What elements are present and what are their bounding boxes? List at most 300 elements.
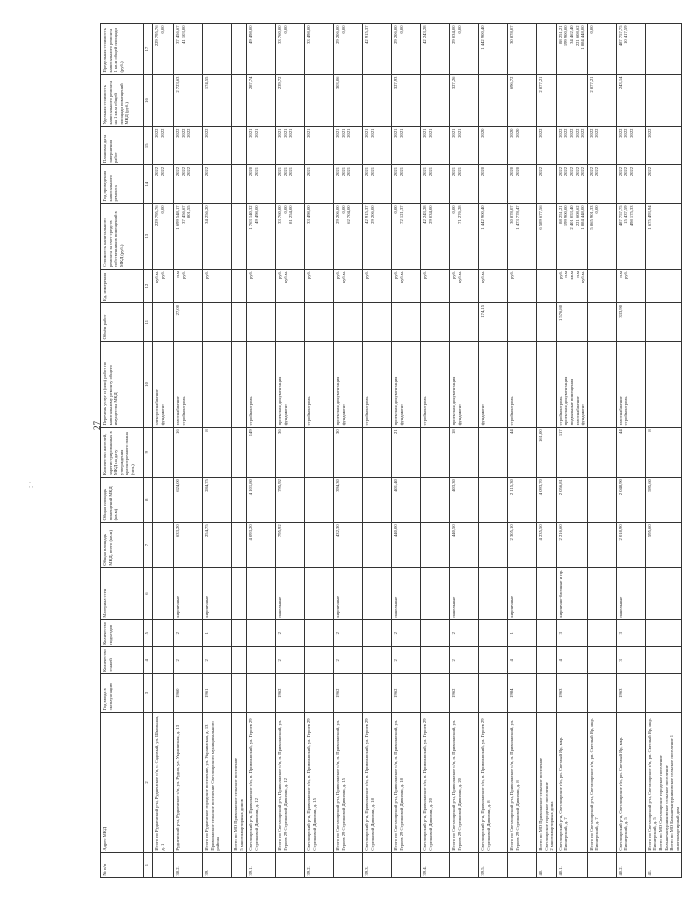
table-cell: 795,92 — [276, 477, 305, 522]
column-number: 14 — [144, 165, 153, 203]
table-cell: 29 034,00 0,00 — [450, 24, 479, 75]
table-cell — [645, 647, 682, 674]
table-cell — [450, 853, 479, 878]
table-cell — [305, 522, 334, 567]
column-header: Общая площадь помещений МКД (кв.м) — [101, 477, 144, 522]
table-cell: 30 — [334, 427, 363, 477]
table-cell: 29 206,00 0,00 — [392, 24, 421, 75]
column-header: Материал стен — [101, 568, 144, 620]
table-cell — [363, 647, 392, 674]
table-cell — [153, 477, 174, 522]
column-number: 12 — [144, 269, 153, 303]
table-cell — [479, 620, 508, 647]
table-cell: Светлоярский р-н, Приволжское с/п, п. Приволжский, ул. Героев 29 Стрелковой Дивизии, д. 18 — [363, 712, 392, 852]
table-cell: 2021 2021 2021 — [334, 165, 363, 203]
column-number: 10 — [144, 341, 153, 427]
table-cell: 2 — [276, 647, 305, 674]
table-cell — [556, 75, 587, 127]
table-cell: Итого по Светлоярский р-н, Светлоярское г/п, рп. Светлый Яр, мкр. Пионерский, д. 7 — [587, 712, 616, 852]
table-cell: 27,00 — [174, 303, 203, 341]
column-header: Год ввода в эксплуатацию — [101, 674, 144, 712]
table-cell — [305, 75, 334, 127]
table-cell — [479, 647, 508, 674]
table-cell: 2 — [174, 647, 203, 674]
table-cell: стройконтроль — [305, 341, 334, 427]
column-number: 3 — [144, 674, 153, 712]
table-cell — [645, 341, 682, 427]
table-cell: 2020 2020 — [508, 127, 537, 165]
table-cell: 1963 — [616, 674, 645, 712]
table-cell: 6 589 677,56 — [537, 203, 557, 269]
table-cell: 2022 — [203, 165, 232, 203]
column-header: Количество подъездов — [101, 620, 144, 647]
table-cell: руб. куб.м. — [334, 269, 363, 303]
table-cell: 33 760,00 0,00 — [276, 24, 305, 75]
table-cell — [363, 303, 392, 341]
column-number: 13 — [144, 203, 153, 269]
table-cell — [232, 522, 247, 567]
table-cell: Итого по Рудненский р-н, Рудненское с/п, с. Садовый, ул. Школьная, д. 1 — [153, 712, 174, 852]
table-cell: Итого по Светлоярский р-н, Приволжское с/п, п. Приволжский, ул. Героев 29 Стрелковой Дивизии, д. 20 — [450, 712, 479, 852]
table-cell: 2022 2022 2022 — [174, 165, 203, 203]
table-row — [479, 24, 508, 878]
table-cell — [363, 75, 392, 127]
table-cell — [587, 341, 616, 427]
table-cell: 1962 — [334, 674, 363, 712]
table-cell — [508, 303, 537, 341]
table-cell — [587, 853, 616, 878]
table-row — [508, 24, 537, 878]
table-cell: руб. — [247, 269, 276, 303]
table-cell: 2021 2021 — [450, 127, 479, 165]
table-cell: 2 877,21 — [537, 75, 557, 127]
table-cell — [363, 620, 392, 647]
table-cell — [334, 853, 363, 878]
table-cell — [587, 269, 616, 303]
column-header: Объём работ — [101, 303, 144, 341]
table-cell — [232, 647, 247, 674]
table-cell: 3 — [616, 620, 645, 647]
table-cell: Итого по Светлоярский р-н, Приволжское с/п, п. Приволжский, ул. Героев 29 Стрелковой Дивизии, д. 8 — [508, 712, 537, 852]
table-cell: руб. — [203, 269, 232, 303]
table-cell: 2021 2021 2021 — [334, 127, 363, 165]
table-cell: 1962 — [392, 674, 421, 712]
table-cell: 3 — [556, 620, 587, 647]
column-number: 1 — [144, 853, 153, 878]
table-cell: 30 878,07 — [508, 24, 537, 75]
table-row — [421, 24, 450, 878]
table-cell — [305, 427, 334, 477]
table-cell — [479, 427, 508, 477]
table-cell — [247, 620, 276, 647]
table-cell: 2021 2021 — [392, 165, 421, 203]
table-cell: 37 456,67 41 103,00 — [174, 24, 203, 75]
table-cell — [232, 853, 247, 878]
table-row — [174, 24, 203, 878]
table-cell: куб.м. руб. — [153, 269, 174, 303]
table-cell: газоснабжение стройконтроль — [616, 341, 645, 427]
table-cell — [232, 303, 247, 341]
column-number: 17 — [144, 24, 153, 75]
table-cell: 38.2. — [174, 853, 203, 878]
table-cell: 2 305,10 — [508, 522, 537, 567]
table-cell: 2020 2020 — [508, 165, 537, 203]
table-cell: проектная документация фундамент — [334, 341, 363, 427]
column-number: 6 — [144, 568, 153, 620]
table-cell: 16 — [174, 427, 203, 477]
table-header-row — [101, 24, 144, 878]
table-cell: Рудненский р-н, Рудненское с/п, ул. Рудня, ул. Украинская, д. 13 — [174, 712, 203, 852]
table-cell — [232, 427, 247, 477]
table-cell — [508, 853, 537, 878]
table-cell: 432,30 — [334, 522, 363, 567]
table-cell: 2 877,21 — [587, 75, 616, 127]
table-cell: 36 — [276, 427, 305, 477]
table-cell: Итого по Светлоярский р-н, Приволжское с/п, п. Приволжский, ул. Героев 29 Стрелковой Дивизии, д. 12 — [276, 712, 305, 852]
table-cell: руб. куб.м. — [276, 269, 305, 303]
table-cell: 487 757,75 15 437,59 498 175,33 — [616, 203, 645, 269]
table-cell — [421, 522, 450, 567]
table-cell: Всего по МО Приволжское сельское поселение Светлоярское городское поселение 2 многоквартирных дома — [537, 712, 557, 852]
column-number: 8 — [144, 477, 153, 522]
table-cell: 1 675 493,94 — [645, 203, 682, 269]
table-cell: Светлоярский р-н, Приволжское с/п, п. Приволжский, ул. Героев 29 Стрелковой Дивизии, д. 20 — [421, 712, 450, 852]
table-cell: 1984 — [508, 674, 537, 712]
table-cell: 2022 2022 — [587, 165, 616, 203]
table-cell: 2022 2022 2022 — [174, 127, 203, 165]
table-cell: 4 — [556, 647, 587, 674]
table-cell — [247, 674, 276, 712]
table-cell — [305, 674, 334, 712]
table-cell: стройконтроль — [247, 341, 276, 427]
table-cell: 40.2. — [616, 853, 645, 878]
column-number-row — [144, 24, 153, 878]
table-cell: 39.4. — [421, 853, 450, 878]
table-cell: 39. — [203, 853, 232, 878]
table-cell: 2 — [334, 647, 363, 674]
column-number: 15 — [144, 127, 153, 165]
table-cell — [537, 647, 557, 674]
table-cell: 42 915,37 — [363, 24, 392, 75]
table-cell — [421, 477, 450, 522]
table-cell: 2021 2021 — [247, 127, 276, 165]
table-row — [645, 24, 682, 878]
table-row — [616, 24, 645, 878]
table-cell — [537, 341, 557, 427]
table-cell: 30 878,07 1 473 778,47 — [508, 203, 537, 269]
table-cell: 2 — [276, 620, 305, 647]
column-header: № п/п — [101, 853, 144, 878]
column-header: Предельная стоимость капитального ремонта 1 кв.м общей площади (руб.) — [101, 24, 144, 75]
table-row — [363, 24, 392, 878]
table-cell: 401,40 — [392, 477, 421, 522]
table-cell — [232, 127, 247, 165]
table-cell — [645, 303, 682, 341]
table-cell — [247, 303, 276, 341]
table-cell — [203, 341, 232, 427]
table-cell: 39.2. — [305, 853, 334, 878]
table-cell — [421, 427, 450, 477]
table-cell — [247, 647, 276, 674]
page-number: 27 — [92, 421, 102, 430]
column-header: Общая площадь МКД, всего (кв.м) — [101, 522, 144, 567]
table-cell: 2021 2021 2021 — [276, 165, 305, 203]
table-cell — [153, 75, 174, 127]
table-cell: Светлоярский р-н, Светлоярское г/п, рп. Светлый Яр, мкр. Пионерский, д. 5 — [616, 712, 645, 852]
table-cell — [153, 522, 174, 567]
table-cell: 2 115,30 — [508, 477, 537, 522]
table-cell: руб. — [305, 269, 334, 303]
table-cell — [587, 303, 616, 341]
table-cell — [645, 674, 682, 712]
table-cell — [153, 427, 174, 477]
table-cell — [232, 620, 247, 647]
table-cell — [153, 647, 174, 674]
table-cell: кирпичные — [174, 568, 203, 620]
table-cell — [587, 674, 616, 712]
table-cell — [537, 303, 557, 341]
table-cell: 21 — [392, 427, 421, 477]
table-cell: 42 243,28 29 034,00 — [421, 203, 450, 269]
table-cell: 284,75 — [203, 477, 232, 522]
table-cell — [232, 24, 247, 75]
table-row — [276, 24, 305, 878]
table-cell: 39.1. — [247, 853, 276, 878]
table-cell: Итого по Светлоярский р-н, Приволжское с/п, п. Приволжский, ул. Героев 29 Стрелковой Дивизии, д. 18 — [392, 712, 421, 852]
column-number: 11 — [144, 303, 153, 341]
table-cell: 4 093,20 — [247, 522, 276, 567]
table-cell: 3 — [616, 647, 645, 674]
table-cell: 595,60 — [645, 477, 682, 522]
table-cell: 1963 — [556, 674, 587, 712]
table-cell: п.м руб. — [616, 269, 645, 303]
table-cell: стройконтроль проектная документация подвальные помещения газоснабжение фундамент — [556, 341, 587, 427]
table-cell: 40. — [537, 853, 557, 878]
table-cell — [232, 75, 247, 127]
table-cell: руб. куб.м. — [392, 269, 421, 303]
column-header: Перечень услуг и (или) работ по капитальному ремонту общего имущества МКД — [101, 341, 144, 427]
table-cell — [232, 341, 247, 427]
table-cell: 1 763 140,32 49 498,00 — [247, 203, 276, 269]
table-cell: 44 — [508, 427, 537, 477]
table-row — [153, 24, 174, 878]
column-header: Год проведения капитального ремонта — [101, 165, 144, 203]
table-body — [153, 24, 682, 878]
table-cell — [232, 269, 247, 303]
table-cell: 39.3. — [363, 853, 392, 878]
table-cell: 40.1. — [556, 853, 587, 878]
table-cell — [537, 674, 557, 712]
table-cell: электроснабжение фундамент — [153, 341, 174, 427]
table-row — [232, 24, 247, 878]
table-row — [247, 24, 276, 878]
table-cell: кирпично-блочные и пр. — [556, 568, 587, 620]
table-cell — [363, 522, 392, 567]
table-row — [450, 24, 479, 878]
table-cell: 2 — [174, 620, 203, 647]
table-cell: 440,00 — [392, 522, 421, 567]
table-cell: руб. — [363, 269, 392, 303]
table-cell — [479, 674, 508, 712]
table-cell: 2020 — [479, 165, 508, 203]
column-number: 7 — [144, 522, 153, 567]
table-cell: 2 018,90 — [616, 522, 645, 567]
table-cell: 1961 — [203, 674, 232, 712]
table-cell: кирпичные — [203, 568, 232, 620]
table-cell: 88 251,21 199 900,00 2 401 053,40 221 608,62 1 884 448,00 — [556, 203, 587, 269]
table-cell — [421, 647, 450, 674]
table-cell — [537, 568, 557, 620]
table-cell — [587, 477, 616, 522]
table-cell: 0,00 71 276,28 — [450, 203, 479, 269]
table-cell: 1962 — [450, 674, 479, 712]
table-cell — [450, 303, 479, 341]
table-row — [392, 24, 421, 878]
table-cell: 42 915,37 29 206,00 — [363, 203, 392, 269]
table-cell: панельные — [392, 568, 421, 620]
table-cell: 2020 2021 — [247, 165, 276, 203]
table-cell: Итого по Рудненское городское поселение, ул. Украинская, д. 13 Приволжское сельское поселение Светлоярского муниципального района — [203, 712, 232, 852]
table-cell: 1 576,80 — [556, 303, 587, 341]
table-cell: куб.м. — [479, 269, 508, 303]
table-cell: 44 — [616, 427, 645, 477]
table-cell: 0,00 72 121,37 — [392, 203, 421, 269]
table-cell: 1 — [508, 620, 537, 647]
table-cell: Всего по МО Приволжское сельское поселение 5 многоквартирных домов — [232, 712, 247, 852]
table-cell: 2 — [450, 620, 479, 647]
table-cell: проектная документация фундамент — [450, 341, 479, 427]
table-cell: панельные — [276, 568, 305, 620]
table-cell: кирпичные — [334, 568, 363, 620]
table-cell — [232, 568, 247, 620]
table-cell — [392, 303, 421, 341]
table-cell — [645, 269, 682, 303]
table-cell: 229 795,76 0,00 — [153, 203, 174, 269]
table-row — [305, 24, 334, 878]
table-cell — [587, 620, 616, 647]
table-cell: 1 442 900,40 — [479, 203, 508, 269]
table-cell: 41. — [645, 853, 682, 878]
table-cell: 18 — [450, 427, 479, 477]
table-cell — [421, 568, 450, 620]
table-row — [334, 24, 363, 878]
table-cell — [421, 620, 450, 647]
table-cell — [153, 620, 174, 647]
table-cell: 2 — [203, 647, 232, 674]
table-cell — [645, 75, 682, 127]
table-cell — [587, 568, 616, 620]
table-cell: проектная документация фундамент — [276, 341, 305, 427]
table-cell: 403,30 — [450, 477, 479, 522]
table-cell: 2020 — [479, 127, 508, 165]
table-cell: панельные — [450, 568, 479, 620]
table-cell: 2022 — [537, 165, 557, 203]
table-cell — [153, 674, 174, 712]
table-cell: 1960 — [174, 674, 203, 712]
table-cell: 1 699 548,17 37 456,67 801,55 — [174, 203, 203, 269]
column-header: Удельная стоимость капитального ремонта на 1 кв.м общей площади помещений МКД (руб.) — [101, 75, 144, 127]
table-cell: 2 — [450, 647, 479, 674]
table-cell — [305, 568, 334, 620]
table-cell — [587, 522, 616, 567]
table-cell: 595,60 — [645, 522, 682, 567]
table-cell: проектная документация фундамент — [392, 341, 421, 427]
table-cell — [537, 620, 557, 647]
column-number: 9 — [144, 427, 153, 477]
table-cell: Итого по Светлоярский р-н, Светлоярское г/п, рп. Светлый Яр, мкр. Пионерский, д. 5 Всего по МО Светлоярское городское поселение Большечапурниковское сельское поселение Всего по МО Большечапурниковское сельское поселение 1 многоквартирный дом — [645, 712, 682, 852]
table-cell — [479, 477, 508, 522]
table-cell — [421, 303, 450, 341]
table-cell — [479, 522, 508, 567]
table-cell — [305, 647, 334, 674]
table-cell: 2021 2021 — [363, 165, 392, 203]
table-cell: 2022 — [645, 165, 682, 203]
table-cell: 8 — [645, 427, 682, 477]
table-cell: 88 251,21 199 900,00 34 462,40 221 608,62 1 884 448,00 — [556, 24, 587, 75]
column-header: Количество жителей, зарегистрированных в МКД на дату утверждения краткосрочного плана (чел.) — [101, 427, 144, 477]
table-row — [537, 24, 557, 878]
table-cell: 2022 2022 2022 2022 2022 — [556, 165, 587, 203]
table-cell — [232, 477, 247, 522]
table-cell: 161,00 — [537, 427, 557, 477]
table-cell — [537, 269, 557, 303]
table-cell — [537, 24, 557, 75]
table-cell: кирпичные — [508, 568, 537, 620]
table-cell — [153, 303, 174, 341]
table-cell — [305, 303, 334, 341]
column-header: Стоимость капитального ремонта за счет средств собственников помещений в МКД (руб.) — [101, 203, 144, 269]
table-row — [203, 24, 232, 878]
table-cell: 327,93 — [392, 75, 421, 127]
table-cell: 42 243,28 — [421, 24, 450, 75]
table-cell — [153, 853, 174, 878]
table-cell: фундамент — [479, 341, 508, 427]
column-header: Плановая дата завершения работ — [101, 127, 144, 165]
table-cell — [645, 568, 682, 620]
table-cell: 0,00 — [587, 24, 616, 75]
column-header: Ед. измерения — [101, 269, 144, 303]
table-cell — [479, 75, 508, 127]
table-cell — [645, 620, 682, 647]
column-number: 2 — [144, 712, 153, 852]
table-cell: 33 498,00 — [305, 24, 334, 75]
table-cell: 239,72 — [276, 75, 305, 127]
table-cell: 795,92 — [276, 522, 305, 567]
column-number: 16 — [144, 75, 153, 127]
table-cell: 1 — [203, 620, 232, 647]
table-cell: 696,72 — [508, 75, 537, 127]
table-cell — [587, 427, 616, 477]
table-cell: 2021 2021 2021 — [276, 127, 305, 165]
table-cell — [305, 620, 334, 647]
table-row — [556, 24, 587, 878]
table-cell: руб. — [421, 269, 450, 303]
table-cell: 2 — [334, 620, 363, 647]
table-cell — [334, 303, 363, 341]
table-cell: 174,15 — [479, 303, 508, 341]
table-cell: 149 — [247, 427, 276, 477]
table-cell: 2 216,60 — [556, 522, 587, 567]
table-cell — [305, 477, 334, 522]
table-cell: Светлоярский р-н, Приволжское с/п, п. Приволжский, ул. Героев 29 Стрелковой Дивизии, д. 12 — [247, 712, 276, 852]
table-cell: 2021 2021 — [392, 127, 421, 165]
table-cell: 2021 2021 — [421, 165, 450, 203]
table-cell: 29 206,00 0,00 — [334, 24, 363, 75]
table-cell: 49 498,00 — [247, 24, 276, 75]
table-cell — [363, 427, 392, 477]
table-cell: 4 093,70 — [537, 477, 557, 522]
table-cell: 1 442 900,40 — [479, 24, 508, 75]
